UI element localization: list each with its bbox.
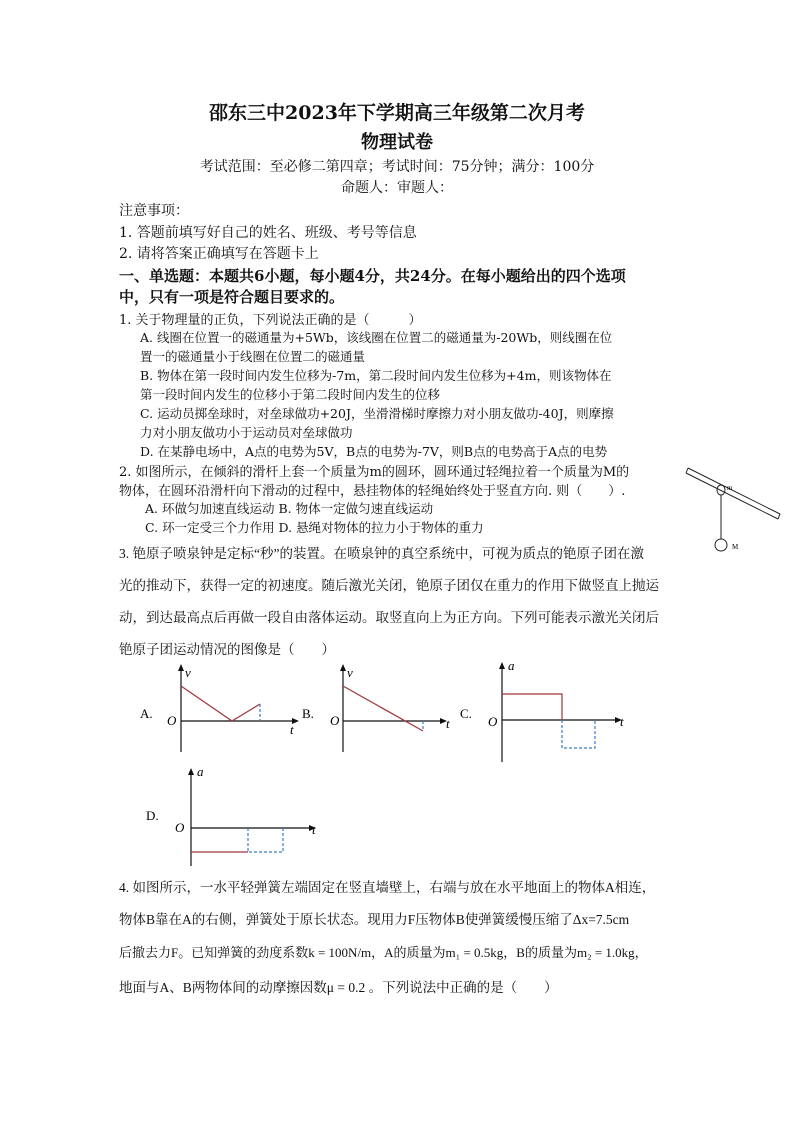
inclined-rod bbox=[686, 468, 780, 519]
question-2-line1: 2. 如图所示，在倾斜的滑杆上套一个质量为m的圆环，圆环通过轻绳拉着一个质量为M的 bbox=[119, 465, 630, 480]
graph-b-label: B. bbox=[302, 706, 314, 721]
graph-a-label: A. bbox=[140, 706, 153, 721]
graph-c-label: C. bbox=[460, 706, 472, 721]
notes-heading: 注意事项： bbox=[119, 203, 189, 219]
question-1-option-a: A. 线圈在位置一的磁通量为+5Wb，该线圈在位置二的磁通量为-20Wb，则线圈在位 bbox=[140, 330, 613, 345]
graph-b bbox=[298, 660, 458, 760]
question-1-option-a-cont: 置一的磁通量小于线圈在位置二的磁通量 bbox=[140, 349, 366, 364]
exam-title: 邵东三中2023年下学期高三年级第二次月考 bbox=[209, 102, 585, 124]
graph-d-y-label: a bbox=[197, 764, 204, 779]
graph-c bbox=[458, 656, 638, 772]
graph-a-y-arrow bbox=[178, 664, 184, 671]
hanging-mass bbox=[715, 539, 727, 551]
graph-c-positive-segment bbox=[502, 694, 562, 720]
question-2-options-ab: A. 环做匀加速直线运动 B. 物体一定做匀速直线运动 bbox=[145, 501, 434, 516]
question-1-stem: 1. 关于物理量的正负，下列说法正确的是（ ） bbox=[119, 313, 422, 328]
question-4-line3: 后撤去力F。已知弹簧的劲度系数k = 100N/m，A的质量为m₁ = 0.5kg，B的质量为m₂ = 1.0kg， bbox=[119, 945, 648, 960]
graph-b-velocity-line bbox=[343, 686, 423, 731]
question-4-line2: 物体B靠在A的右侧，弹簧处于原长状态。现用力F压物体B使弹簧缓慢压缩了Δx=7.5cm bbox=[119, 912, 630, 927]
graph-b-origin: O bbox=[330, 713, 340, 728]
question-2-figure bbox=[684, 465, 782, 555]
question-1-option-b-cont: 第一段时间内发生的位移小于第二段时间内发生的位移 bbox=[140, 387, 441, 402]
question-2-options-cd: C. 环一定受三个力作用 D. 悬绳对物体的拉力小于物体的重力 bbox=[145, 520, 484, 535]
note-item-1: 1. 答题前填写好自己的姓名、班级、考号等信息 bbox=[119, 225, 417, 241]
exam-authors: 命题人：审题人： bbox=[341, 180, 453, 196]
exam-info: 考试范围：至必修二第四章；考试时间：75分钟；满分：100分 bbox=[199, 159, 595, 175]
section-heading-line1: 一、单选题：本题共6小题，每小题4分，共24分。在每小题给出的四个选项 bbox=[119, 267, 626, 285]
question-1-option-c-cont: 力对小朋友做功小于运动员对垒球做功 bbox=[140, 425, 353, 440]
graph-b-x-label: t bbox=[446, 716, 450, 731]
graph-d bbox=[140, 762, 330, 872]
graph-d-label: D. bbox=[146, 808, 159, 823]
graph-d-origin: O bbox=[175, 820, 185, 835]
graph-b-y-label: v bbox=[347, 665, 353, 680]
exam-subtitle: 物理试卷 bbox=[361, 132, 433, 153]
graph-c-negative-segment bbox=[562, 720, 595, 748]
graph-a-x-label: t bbox=[290, 722, 294, 737]
graph-d-dashed-segment bbox=[248, 828, 283, 852]
question-3-line3: 动，到达最高点后再做一段自由落体运动。取竖直向上为正方向。下列可能表示激光关闭后 bbox=[119, 610, 659, 625]
question-2-line2: 物体，在圆环沿滑杆向下滑动的过程中，悬挂物体的轻绳始终处于竖直方向. 则（ ）. bbox=[119, 484, 626, 499]
question-4-line4: 地面与A、B两物体间的动摩擦因数μ = 0.2 。下列说法中正确的是（ ） bbox=[119, 980, 558, 995]
question-3-line1: 3. 铯原子喷泉钟是定标“秒”的装置。在喷泉钟的真空系统中，可视为质点的铯原子团在激 bbox=[119, 546, 644, 561]
question-3-line2: 光的推动下，获得一定的初速度。随后激光关闭，铯原子团仅在重力的作用下做竖直上抛运 bbox=[119, 578, 659, 593]
graph-a-y-label: v bbox=[185, 665, 191, 680]
note-item-2: 2. 请将答案正确填写在答题卡上 bbox=[119, 246, 319, 262]
graph-d-x-label: t bbox=[312, 822, 316, 837]
hanging-mass-label: M bbox=[732, 543, 739, 551]
graph-d-y-arrow bbox=[188, 768, 194, 775]
question-3-line4: 铯原子团运动情况的图像是（ ） bbox=[119, 642, 335, 657]
graph-c-x-label: t bbox=[620, 714, 624, 729]
question-1-option-b: B. 物体在第一段时间内发生位移为-7m，第二段时间内发生位移为+4m，则该物体在 bbox=[140, 368, 612, 383]
question-4-line1: 4. 如图所示，一水平轻弹簧左端固定在竖直墙壁上，右端与放在水平地面上的物体A相连， bbox=[119, 880, 656, 895]
section-heading-line2: 中，只有一项是符合题目要求的。 bbox=[119, 288, 345, 306]
graph-c-y-label: a bbox=[508, 658, 515, 673]
graph-b-y-arrow bbox=[340, 664, 346, 671]
question-1-option-c: C. 运动员掷垒球时，对垒球做功+20J，坐滑滑梯时摩擦力对小朋友做功-40J，则摩擦 bbox=[140, 406, 614, 421]
graph-a-origin: O bbox=[167, 713, 177, 728]
graph-c-y-arrow bbox=[499, 662, 505, 669]
graph-c-origin: O bbox=[488, 714, 498, 729]
ring-mass-label: m bbox=[727, 484, 733, 492]
graph-a bbox=[135, 660, 310, 760]
question-1-option-d: D. 在某静电场中，A点的电势为5V，B点的电势为-7V，则B点的电势高于A点的电势 bbox=[140, 444, 608, 459]
graph-a-velocity-line bbox=[181, 686, 260, 721]
